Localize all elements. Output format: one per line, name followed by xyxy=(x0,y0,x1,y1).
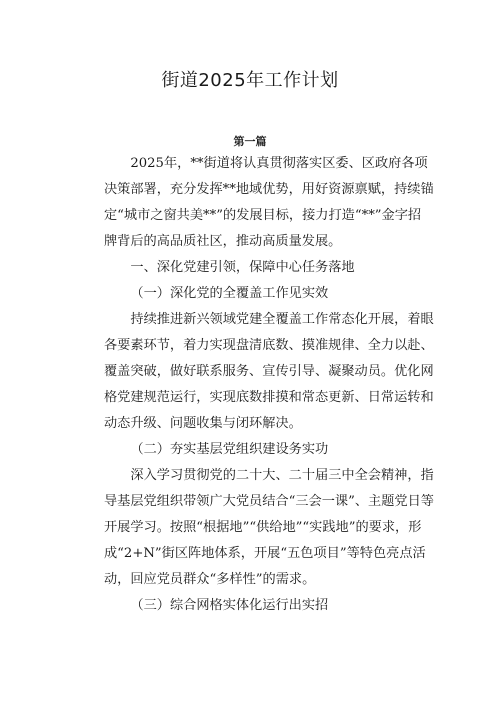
heading-level-2: （一）深化党的全覆盖工作见实效 xyxy=(130,286,329,301)
document-body xyxy=(104,151,434,619)
heading-level-1: 一、深化党建引领，保障中心任务落地 xyxy=(130,260,355,275)
heading-level-2: （三）综合网格实体化运行出实招 xyxy=(130,598,329,613)
document-title: 街道2025年工作计划 xyxy=(161,70,339,91)
intro-paragraph: 2025年，**街道将认真贯彻落实区委、区政府各项决策部署，充分发挥**地域优势，用好资源禀赋，持续锚定“城市之窗共美**”的发展目标，接力打造“**”金字招牌背后的高品质社区，推动高质量发展。 xyxy=(104,156,434,249)
heading-level-2: （二）夯实基层党组织建设务实功 xyxy=(130,442,329,457)
body-paragraph: 深入学习贯彻党的二十大、二十届三中全会精神，指导基层党组织带领广大党员结合“三会一课”、主题党日等开展学习。按照“根据地”“供给地”“实践地”的要求，形成“2+N”街区阵地体系，开展“五色项目”等特色亮点活动，回应党员群众“多样性”的需求。 xyxy=(104,468,434,587)
section-label: 第一篇 xyxy=(233,135,267,148)
body-paragraph: 持续推进新兴领域党建全覆盖工作常态化开展，着眼各要素环节，着力实现盘清底数、摸准规律、全力以赴、覆盖突破，做好联系服务、宣传引导、凝聚动员。优化网格党建规范运行，实现底数排摸和常态更新、日常运转和动态升级、问题收集与闭环解决。 xyxy=(104,312,434,431)
